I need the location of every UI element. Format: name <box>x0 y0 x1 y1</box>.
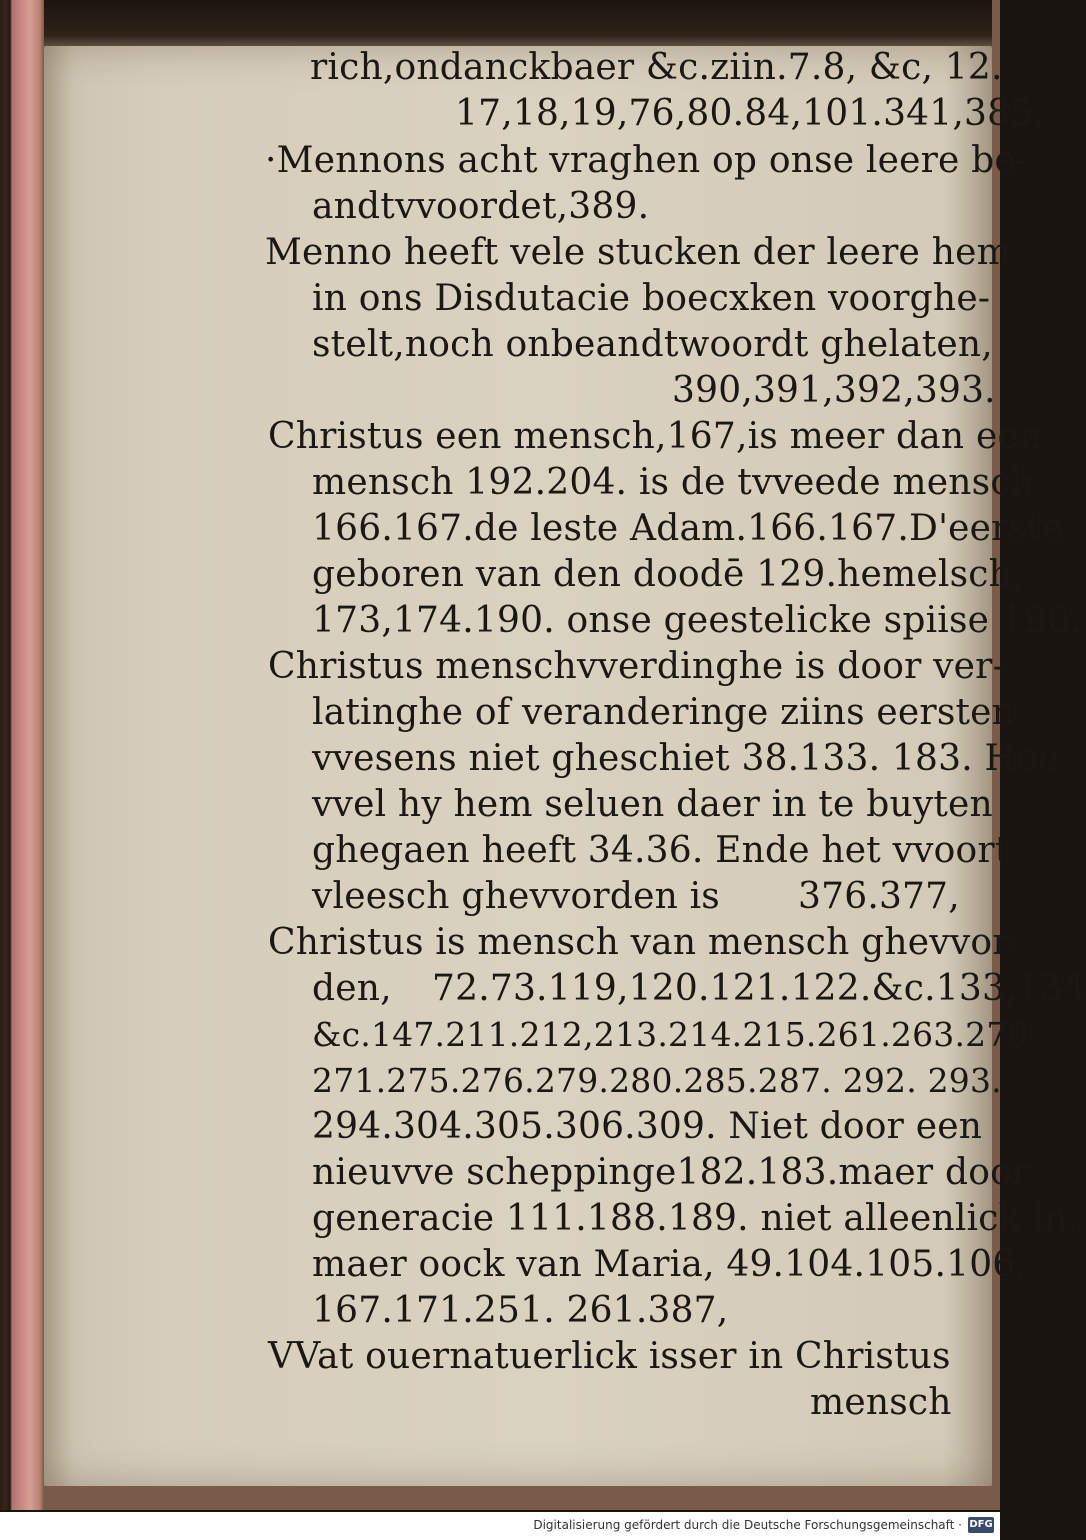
text-line: vvel hy hem seluen daer in te buyten <box>312 784 993 825</box>
digitization-footer <box>0 1512 1000 1540</box>
text-line: den, <box>312 968 392 1009</box>
text-line: Menno heeft vele stucken der leere hem <box>265 232 1011 273</box>
text-line: maer oock van Maria, 49.104.105.106, <box>312 1244 1028 1285</box>
text-line: Christus menschvverdinghe is door ver- <box>268 646 1005 687</box>
text-line: geboren van den doodē 129.hemelsch, <box>312 554 1024 595</box>
text-line: 166.167.de leste Adam.166.167.D'eerste <box>312 508 1064 549</box>
text-line: latinghe of veranderinge ziins eersten <box>312 692 1016 733</box>
text-line: nieuvve scheppinge182.183.maer door <box>312 1152 1030 1193</box>
text-line: mensch <box>810 1382 952 1423</box>
text-line: 376.377, <box>798 876 960 917</box>
text-line: ghegaen heeft 34.36. Ende het vvoort <box>312 830 1010 871</box>
text-line: VVat ouernatuerlick isser in Christus <box>268 1336 951 1377</box>
text-line: stelt,noch onbeandtwoordt ghelaten, <box>312 324 993 365</box>
text-line: 17,18,19,76,80.84,101.341,385, <box>455 93 1045 134</box>
text-line: vleesch ghevvorden is <box>312 876 720 917</box>
text-line: generacie 111.188.189. niet alleenlick in, <box>312 1198 1080 1239</box>
text-line: andtvvoordet,389. <box>312 186 650 227</box>
text-line: mensch 192.204. is de tvveede mensch <box>312 462 1035 503</box>
text-line: vvesens niet gheschiet 38.133. 183. Hoe <box>312 738 1060 779</box>
text-line: rich,ondanckbaer &c.ziin.7.8, &c, 12. <box>310 47 1003 88</box>
text-line: 271.275.276.279.280.285.287. 292. 293. <box>312 1061 1002 1100</box>
text-line: ·Mennons acht vraghen op onse leere be- <box>265 140 1029 181</box>
text-line: in ons Disdutacie boecxken voorghe- <box>312 278 991 319</box>
text-line: &c.147.211.212,213.214.215.261.263.270 <box>312 1015 1029 1054</box>
footer-credit: Digitalisierung gefördert durch die Deutsche Forschungsgemeinschaft · <box>533 1518 962 1532</box>
text-line: 167.171.251. 261.387, <box>312 1290 729 1331</box>
text-line: 294.304.305.306.309. Niet door een <box>312 1106 983 1147</box>
dfg-logo-icon: DFG <box>968 1517 994 1533</box>
text-line: Christus is mensch van mensch ghevvor- <box>268 922 1023 963</box>
text-line: 173,174.190. onse geestelicke spiise 190. <box>312 600 1082 641</box>
text-line: 72.73.119,120.121.122.&c.133,134 <box>432 968 1086 1009</box>
text-line: Christus een mensch,167,is meer dan een <box>268 416 1043 457</box>
text-line: 390,391,392,393. <box>672 370 996 411</box>
